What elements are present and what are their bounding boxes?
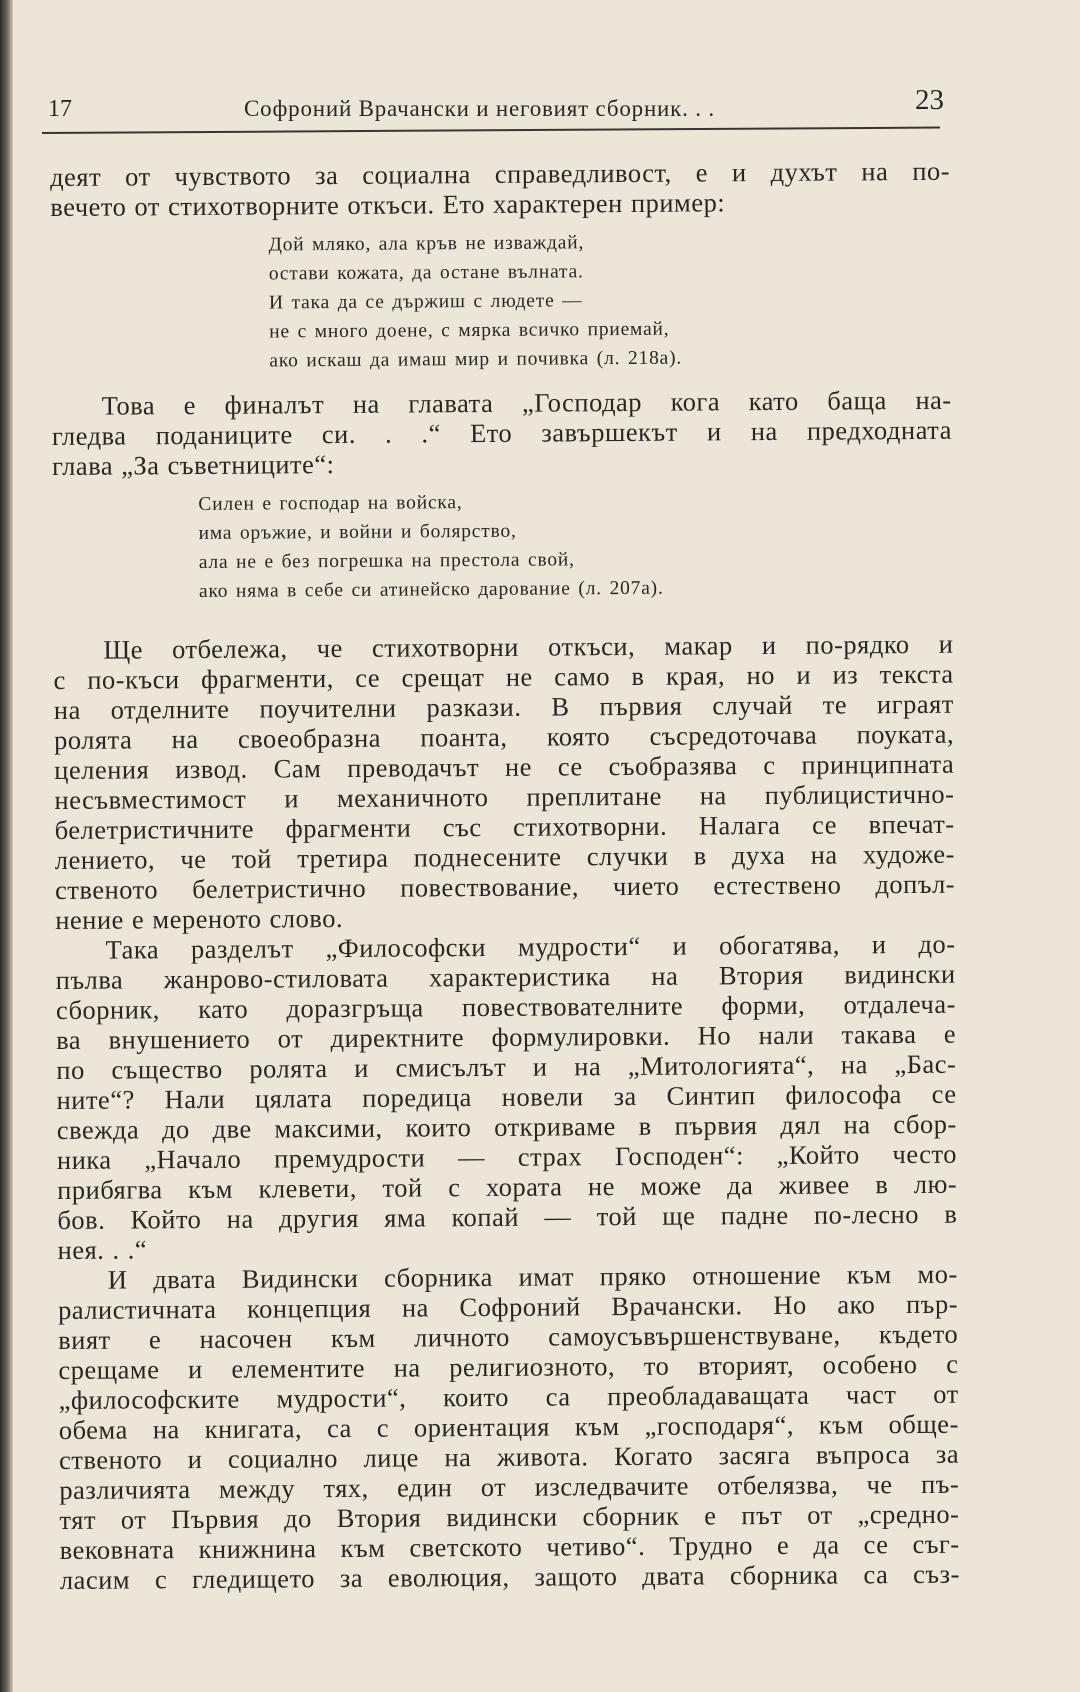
chapter-number: 17 xyxy=(48,96,72,122)
body-text xyxy=(50,156,960,1595)
verse-line: Силен е господар на войска, xyxy=(198,492,463,515)
text-line: с по-къси фрагменти, се срещат не само в края, но и из текста xyxy=(53,658,954,695)
text-line: ралистичната концепция на Софроний Врачански. Но ако пър- xyxy=(57,1288,959,1325)
text-line: Така разделът „Философски мудрости“ и обогатява, и до- xyxy=(105,928,956,965)
verse-quote-2 xyxy=(52,485,953,607)
page-number: 23 xyxy=(915,84,944,116)
text-line: деят от чувството за социална справедливост, е и духът на по- xyxy=(50,155,951,192)
text-line: глава „За съветниците“: xyxy=(52,449,335,481)
text-line: нение е мереното слово. xyxy=(55,902,344,935)
verse-line: И така да се държиш с людете — xyxy=(268,290,583,314)
text-line: ласим с гледището за еволюция, защото двата сборника са съз- xyxy=(59,1558,960,1595)
text-line: „философските мудрости“, които са преобладаващата част от xyxy=(58,1378,959,1415)
verse-quote-1 xyxy=(50,226,951,377)
text-line: вият е насочен към личното самоусъвършенствуване, където xyxy=(58,1318,959,1355)
text-line: ролята на своеобразна поанта, която съсредоточава поуката, xyxy=(53,718,955,755)
text-line: пълва жанрово-стиловата характеристика на Втория видински xyxy=(55,958,956,995)
text-line: свежда до две максими, които откриваме в първия дял на сбор- xyxy=(56,1108,957,1145)
text-line: прибягва към клевети, той с хората не може да живее в лю- xyxy=(57,1168,958,1205)
text-line: ва внушението от директните формулировки. Но нали такава е xyxy=(56,1018,957,1055)
text-line: ните“? Нали цялата поредица новели за Синтип философа се xyxy=(56,1078,957,1115)
verse-line: има оръжие, и войни и болярство, xyxy=(198,520,517,544)
text-line: ственото белетристично повествование, чието естествено допъл- xyxy=(54,868,956,905)
text-line: Това е финалът на главата „Господар кога като баща на- xyxy=(101,384,952,421)
text-line: на отделните поучителни разкази. В първия случай те играят xyxy=(53,688,954,725)
text-line: белетристичните фрагменти със стихотворни. Налага се впечат- xyxy=(54,808,955,845)
text-line: гледва поданиците си. . .“ Ето завършекът и на предходната xyxy=(51,414,952,451)
text-line: ника „Начало премудрости — страх Господен“: „Който често xyxy=(56,1138,958,1175)
text-line: вечето от стихотворните откъси. Ето характерен пример: xyxy=(50,187,726,222)
text-line: тят от Първия до Втория видински сборник е път от „средно- xyxy=(59,1498,960,1535)
text-line: бов. Който на другия яма копай — той ще падне по-лесно в xyxy=(57,1198,958,1235)
text-line: срещаме и елементите на религиозното, то вторият, особено с xyxy=(58,1348,959,1385)
text-line: лението, че той третира поднесените случки в духа на художе- xyxy=(54,838,955,875)
verse-line: Дой мляко, ала кръв не изваждай, xyxy=(268,232,585,256)
text-line: нея. . .“ xyxy=(57,1234,148,1265)
text-line: по същество ролята и смисълът и на „Митологията“, на „Бас- xyxy=(56,1048,957,1085)
verse-line: ако няма в себе си атинейско дарование (л. 207а). xyxy=(198,577,664,602)
text-line: вековната книжнина към светското четиво“. Трудно е да се съг- xyxy=(59,1528,960,1565)
text-line: обема на книгата, са с ориентация към „господаря“, към обще- xyxy=(58,1408,959,1445)
verse-line: ако искаш да имаш мир и почивка (л. 218а). xyxy=(269,347,683,372)
verse-line: не с много доене, с мярка всичко приемай, xyxy=(269,318,670,343)
text-line: целения извод. Сам преводачът не се съобразява с принципната xyxy=(54,748,955,785)
text-line: несъвместимост и механичното преплитане на публицистично- xyxy=(54,778,955,815)
text-line: Ще отбележа, че стихотворни откъси, макар и по-рядко и xyxy=(103,628,954,665)
text-line: И двата Видински сборника имат пряко отношение към мо- xyxy=(107,1258,958,1295)
verse-line: ала не е без погрешка на престола свой, xyxy=(198,549,575,573)
running-title: Софроний Врачански и неговият сборник. . . xyxy=(244,96,715,121)
text-line: ственото и социално лице на живота. Когато засяга въпроса за xyxy=(58,1438,960,1475)
text-line: сборник, като доразгръща повествователните форми, отдалеча- xyxy=(55,988,957,1025)
verse-line: остави кожата, да остане вълната. xyxy=(268,261,584,285)
text-line: различията между тях, един от изследвачите отбелязва, че пъ- xyxy=(59,1468,960,1505)
